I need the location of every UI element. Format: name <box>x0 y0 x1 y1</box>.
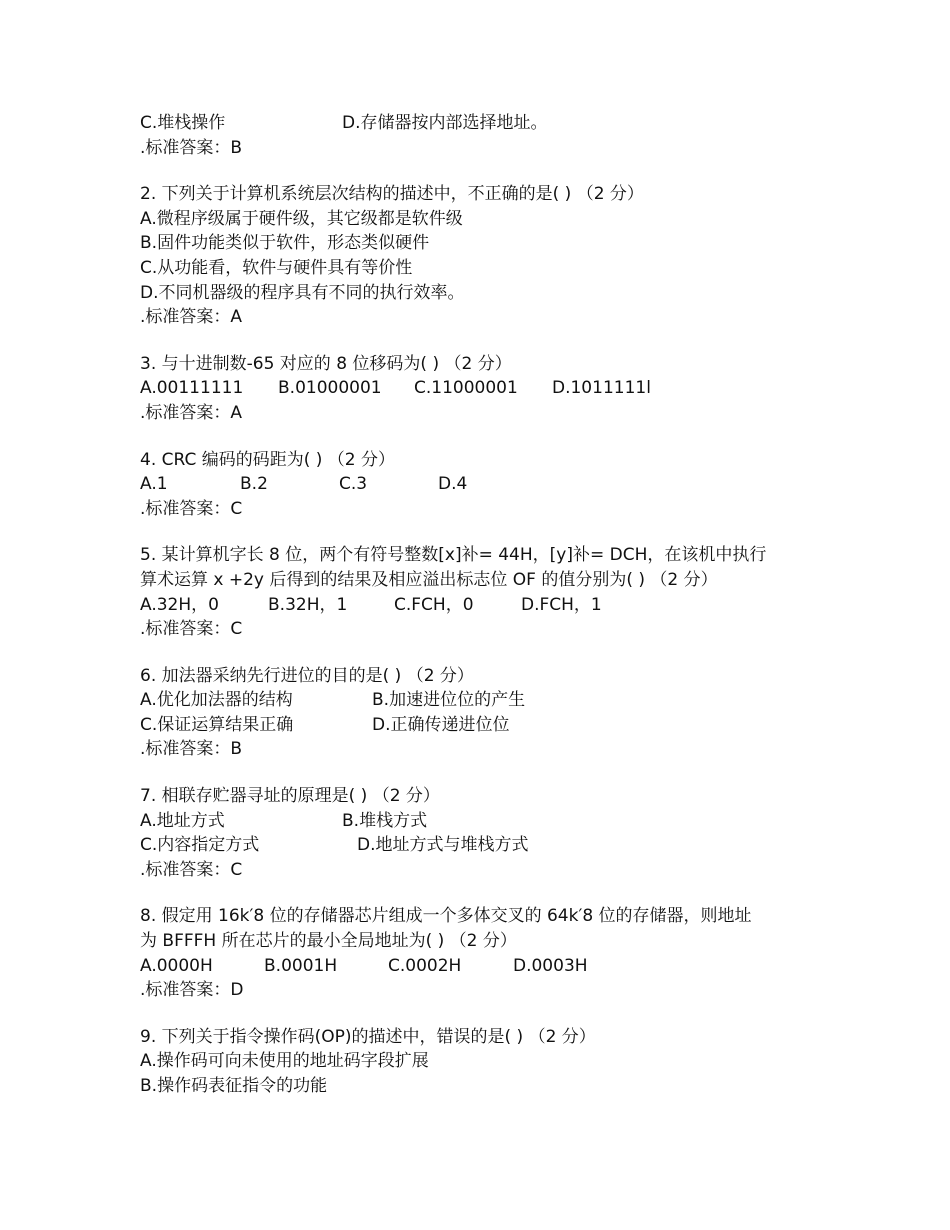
q5-option-c: C.FCH，0 <box>394 594 474 615</box>
q4-options <box>140 472 840 497</box>
q1-options-cd <box>140 111 840 136</box>
q1-option-d: D.存储器按内部选择地址。 <box>342 113 548 133</box>
q8-options <box>140 954 840 979</box>
q5-option-b: B.32H，1 <box>268 594 348 615</box>
q5-option-a: A.32H，0 <box>140 594 219 615</box>
q4-option-b: B.2 <box>240 474 268 495</box>
q2-option-d: D.不同机器级的程序具有不同的执行效率。 <box>140 282 465 303</box>
q2-answer: .标准答案：A <box>140 307 243 328</box>
q7-answer: .标准答案：C <box>140 859 243 880</box>
q2-option-c: C.从功能看，软件与硬件具有等价性 <box>140 257 413 278</box>
q2-option-b: B.固件功能类似于软件，形态类似硬件 <box>140 233 430 254</box>
q8-answer: .标准答案：D <box>140 980 244 1001</box>
q7-options-cd <box>140 833 840 858</box>
q3-answer: .标准答案：A <box>140 402 243 423</box>
q6-option-c: C.保证运算结果正确 <box>140 714 294 735</box>
q6-option-a: A.优化加法器的结构 <box>140 690 293 711</box>
q4-option-a: A.1 <box>140 474 168 495</box>
q6-option-b: B.加速进位位的产生 <box>372 690 526 711</box>
q8-option-c: C.0002H <box>388 955 462 976</box>
q3-options <box>140 376 840 401</box>
q9-option-a: A.操作码可向未使用的地址码字段扩展 <box>140 1051 429 1072</box>
q1-answer: .标准答案：B <box>140 137 243 158</box>
q5-answer: .标准答案：C <box>140 619 243 640</box>
q3-option-d: D.1011111l <box>552 378 651 399</box>
q4-stem: 4. CRC 编码的码距为( ) （2 分） <box>140 449 396 470</box>
q4-option-c: C.3 <box>339 474 368 495</box>
q3-option-b: B.01000001 <box>278 378 382 399</box>
q8-option-b: B.0001H <box>264 955 338 976</box>
exam-page <box>140 111 840 1099</box>
q4-option-d: D.4 <box>438 474 468 495</box>
q7-option-c: C.内容指定方式 <box>140 835 260 856</box>
q6-answer: .标准答案：B <box>140 739 243 760</box>
q7-options-ab <box>140 809 840 834</box>
q6-stem: 6. 加法器采纳先行进位的目的是( ) （2 分） <box>140 665 474 686</box>
q1-option-c: C.堆栈操作 <box>140 113 226 133</box>
q5-stem-line1: 5. 某计算机字长 8 位，两个有符号整数[x]补= 44H，[y]补= DCH，在该机中执行 <box>140 545 767 566</box>
q5-options <box>140 593 840 618</box>
q3-option-c: C.11000001 <box>414 378 518 399</box>
q7-option-b: B.堆栈方式 <box>342 810 428 831</box>
q8-stem-line2: 为 BFFFH 所在芯片的最小全局地址为( ) （2 分） <box>140 931 517 952</box>
q7-stem: 7. 相联存贮器寻址的原理是( ) （2 分） <box>140 786 440 807</box>
q7-option-a: A.地址方式 <box>140 810 225 831</box>
q4-answer: .标准答案：C <box>140 498 243 519</box>
q9-option-b: B.操作码表征指令的功能 <box>140 1076 328 1096</box>
q8-option-d: D.0003H <box>513 955 588 976</box>
q6-options-ab <box>140 688 840 713</box>
q8-option-a: A.0000H <box>140 955 213 976</box>
q5-stem-line2: 算术运算 x +2y 后得到的结果及相应溢出标志位 OF 的值分别为( ) （2 分） <box>140 569 718 590</box>
q3-stem: 3. 与十进制数-65 对应的 8 位移码为( ) （2 分） <box>140 353 512 374</box>
q7-option-d: D.地址方式与堆栈方式 <box>357 835 529 856</box>
q8-stem-line1: 8. 假定用 16k′8 位的存储器芯片组成一个多体交叉的 64k′8 位的存储器，则地址 <box>140 906 752 927</box>
q5-option-d: D.FCH，1 <box>521 594 602 615</box>
q3-option-a: A.00111111 <box>140 378 244 399</box>
q2-option-a: A.微程序级属于硬件级，其它级都是软件级 <box>140 208 463 229</box>
q6-options-cd <box>140 713 840 738</box>
q9-stem: 9. 下列关于指令操作码(OP)的描述中，错误的是( ) （2 分） <box>140 1026 596 1047</box>
q6-option-d: D.正确传递进位位 <box>372 714 510 735</box>
q2-stem: 2. 下列关于计算机系统层次结构的描述中，不正确的是( ) （2 分） <box>140 184 644 205</box>
